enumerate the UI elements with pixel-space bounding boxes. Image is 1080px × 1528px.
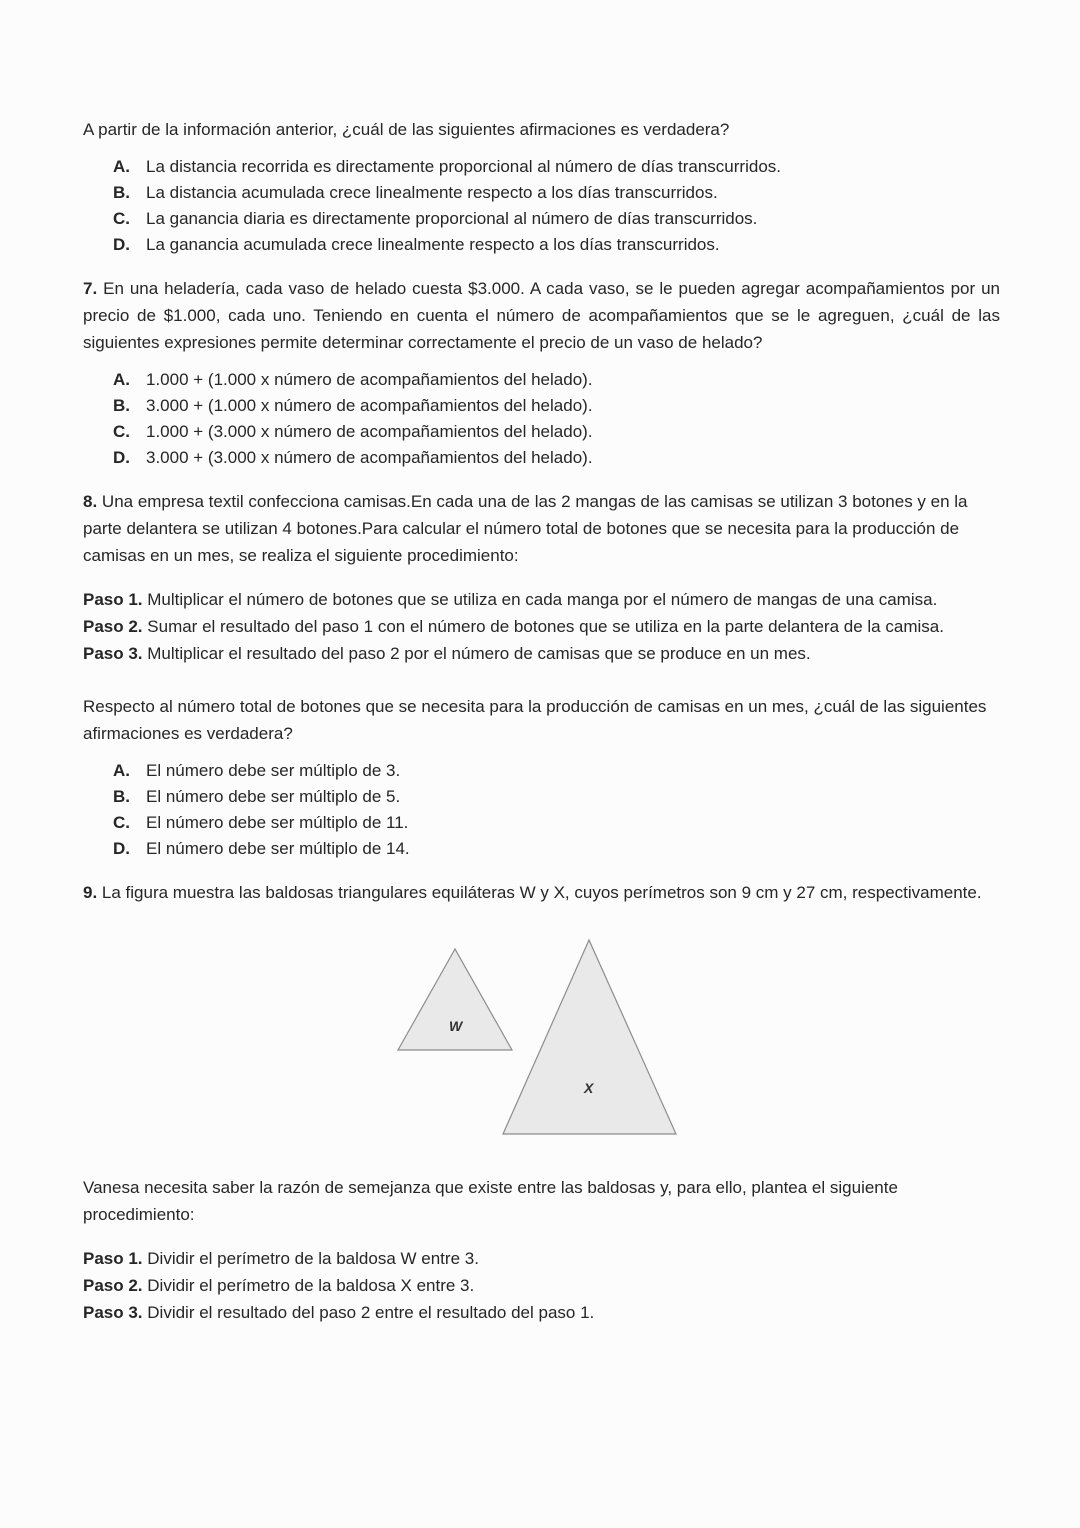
question-8-body: Una empresa textil confecciona camisas.En cada una de las 2 mangas de las camisas se utilizan 3 botones y en la parte delantera se utilizan 4 botones.Para calcular el número total de botones que se necesita para la producción de camisas en un mes, se realiza el siguiente procedimiento: bbox=[83, 492, 968, 565]
question-8-followup: Respecto al número total de botones que se necesita para la producción de camisas en un mes, ¿cuál de las siguientes afirmaciones es verdadera? bbox=[83, 697, 987, 743]
option-row bbox=[113, 206, 1000, 232]
paso-text: Dividir el perímetro de la baldosa W entre 3. bbox=[142, 1249, 479, 1268]
option-row bbox=[113, 445, 1000, 471]
triangle-w-label: W bbox=[449, 1018, 463, 1034]
question-8-number: 8. bbox=[83, 492, 98, 511]
option-row bbox=[113, 419, 1000, 445]
option-letter: D. bbox=[113, 235, 130, 254]
triangle-figure-svg bbox=[393, 938, 693, 1136]
option-letter: B. bbox=[113, 183, 130, 202]
paso-label: Paso 3. bbox=[83, 1303, 143, 1322]
option-row bbox=[113, 784, 1000, 810]
paso-label: Paso 2. bbox=[83, 617, 143, 636]
question-9-text bbox=[83, 879, 1000, 906]
triangle-x-label: X bbox=[584, 1080, 594, 1096]
question-8-steps bbox=[83, 586, 1000, 667]
option-text: El número debe ser múltiplo de 11. bbox=[146, 813, 409, 832]
option-row bbox=[113, 180, 1000, 206]
paso-label: Paso 1. bbox=[83, 1249, 143, 1268]
option-letter: D. bbox=[113, 839, 130, 858]
option-text: La ganancia diaria es directamente proporcional al número de días transcurridos. bbox=[146, 209, 758, 228]
question-7-text bbox=[83, 275, 1000, 356]
option-row bbox=[113, 810, 1000, 836]
option-letter: A. bbox=[113, 157, 130, 176]
triangle-x bbox=[503, 940, 676, 1134]
option-row bbox=[113, 836, 1000, 862]
option-text: La distancia recorrida es directamente proporcional al número de días transcurridos. bbox=[146, 157, 781, 176]
paso-text: Multiplicar el número de botones que se utiliza en cada manga por el número de mangas de una camisa. bbox=[142, 590, 938, 609]
paso-step bbox=[83, 1272, 1000, 1299]
paso-label: Paso 1. bbox=[83, 590, 143, 609]
paso-label: Paso 2. bbox=[83, 1276, 143, 1295]
option-row bbox=[113, 154, 1000, 180]
paso-text: Multiplicar el resultado del paso 2 por el número de camisas que se produce en un mes. bbox=[142, 644, 811, 663]
question-7-number: 7. bbox=[83, 279, 98, 298]
triangle-figure bbox=[393, 938, 693, 1136]
paso-step bbox=[83, 613, 1000, 640]
question-9-body: La figura muestra las baldosas triangulares equiláteras W y X, cuyos perímetros son 9 cm y 27 cm, respectivamente. bbox=[97, 883, 982, 902]
option-text: 1.000 + (3.000 x número de acompañamientos del helado). bbox=[146, 422, 593, 441]
question-8-options bbox=[113, 758, 1000, 862]
option-letter: C. bbox=[113, 422, 130, 441]
option-text: 1.000 + (1.000 x número de acompañamientos del helado). bbox=[146, 370, 593, 389]
option-text: El número debe ser múltiplo de 3. bbox=[146, 761, 401, 780]
paso-step bbox=[83, 1299, 1000, 1326]
option-letter: B. bbox=[113, 396, 130, 415]
option-text: 3.000 + (3.000 x número de acompañamientos del helado). bbox=[146, 448, 593, 467]
paso-text: Sumar el resultado del paso 1 con el número de botones que se utiliza en la parte delantera de la camisa. bbox=[142, 617, 944, 636]
option-text: El número debe ser múltiplo de 14. bbox=[146, 839, 410, 858]
option-row bbox=[113, 367, 1000, 393]
option-letter: D. bbox=[113, 448, 130, 467]
option-letter: A. bbox=[113, 761, 130, 780]
option-text: 3.000 + (1.000 x número de acompañamientos del helado). bbox=[146, 396, 593, 415]
paso-text: Dividir el resultado del paso 2 entre el resultado del paso 1. bbox=[142, 1303, 595, 1322]
question-9-followup: Vanesa necesita saber la razón de semejanza que existe entre las baldosas y, para ello, plantea el siguiente procedimiento: bbox=[83, 1178, 898, 1224]
option-letter: C. bbox=[113, 813, 130, 832]
paso-text: Dividir el perímetro de la baldosa X entre 3. bbox=[142, 1276, 475, 1295]
question-8-intro bbox=[83, 488, 1000, 569]
paso-label: Paso 3. bbox=[83, 644, 143, 663]
paso-step bbox=[83, 640, 1000, 667]
intro-question-options bbox=[113, 154, 1000, 258]
question-9-number: 9. bbox=[83, 883, 98, 902]
option-row bbox=[113, 758, 1000, 784]
question-7-body: En una heladería, cada vaso de helado cuesta $3.000. A cada vaso, se le pueden agregar acompañamientos por un precio de $1.000, cada uno. Teniendo en cuenta el número de acompañamientos que se le agreguen, ¿cuál de las siguientes expresiones permite determinar correctamente el precio de un vaso de helado? bbox=[83, 279, 1000, 352]
paso-step bbox=[83, 586, 1000, 613]
question-7-options bbox=[113, 367, 1000, 471]
option-row bbox=[113, 232, 1000, 258]
question-9-steps bbox=[83, 1245, 1000, 1326]
option-text: La ganancia acumulada crece linealmente respecto a los días transcurridos. bbox=[146, 235, 720, 254]
option-text: El número debe ser múltiplo de 5. bbox=[146, 787, 401, 806]
option-letter: A. bbox=[113, 370, 130, 389]
option-text: La distancia acumulada crece linealmente respecto a los días transcurridos. bbox=[146, 183, 718, 202]
option-row bbox=[113, 393, 1000, 419]
intro-question-text: A partir de la información anterior, ¿cuál de las siguientes afirmaciones es verdadera? bbox=[83, 120, 730, 139]
option-letter: B. bbox=[113, 787, 130, 806]
option-letter: C. bbox=[113, 209, 130, 228]
paso-step bbox=[83, 1245, 1000, 1272]
triangle-w bbox=[398, 949, 512, 1050]
